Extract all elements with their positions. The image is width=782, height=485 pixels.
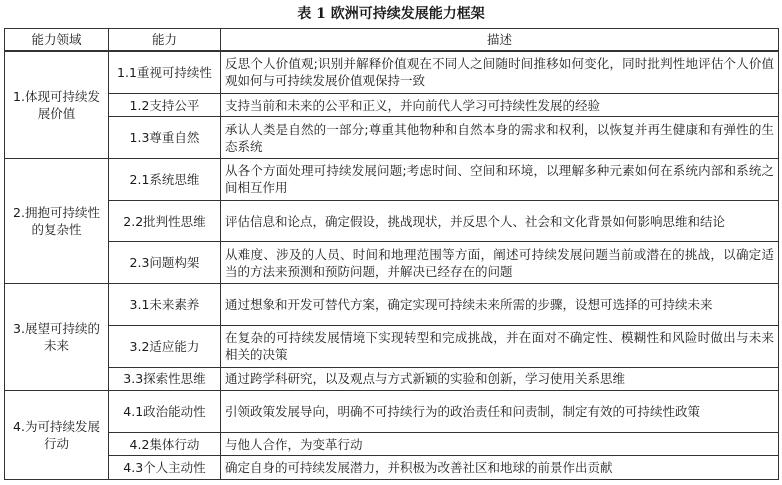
competence-cell: 2.1系统思维 xyxy=(109,159,221,201)
competence-cell: 4.1政治能动性 xyxy=(109,391,221,433)
description-cell: 从各个方面处理可持续发展问题;考虑时间、空间和环境，以理解多种元素如何在系统内部和系统之间相互作用 xyxy=(221,159,779,201)
header-description: 描述 xyxy=(221,29,779,52)
description-cell: 评估信息和论点，确定假设，挑战现状，并反思个人、社会和文化背景如何影响思维和结论 xyxy=(221,200,779,242)
description-cell: 在复杂的可持续发展情境下实现转型和完成挑战，并在面对不确定性、模糊性和风险时做出与未来相关的决策 xyxy=(221,325,779,367)
competence-cell: 3.3探索性思维 xyxy=(109,367,221,391)
competence-framework-table xyxy=(4,28,779,480)
description-cell: 与他人合作，为变革行动 xyxy=(221,432,779,456)
description-cell: 支持当前和未来的公平和正义，并向前代人学习可持续性发展的经验 xyxy=(221,93,779,117)
competence-cell: 2.3问题构架 xyxy=(109,242,221,284)
table-row xyxy=(5,367,779,391)
domain-cell: 2.拥抱可持续性的复杂性 xyxy=(5,159,109,284)
description-cell: 反思个人价值观;识别并解释价值观在不同人之间随时间推移如何变化，同时批判性地评估个人价值观如何与可持续发展价值观保持一致 xyxy=(221,51,779,93)
description-cell: 承认人类是自然的一部分;尊重其他物种和自然本身的需求和权利，以恢复并再生健康和有弹性的生态系统 xyxy=(221,117,779,159)
competence-cell: 3.2适应能力 xyxy=(109,325,221,367)
competence-cell: 1.1重视可持续性 xyxy=(109,51,221,93)
table-row xyxy=(5,456,779,480)
table-row xyxy=(5,51,779,93)
table-row xyxy=(5,242,779,284)
competence-cell: 3.1未来素养 xyxy=(109,284,221,326)
description-cell: 引领政策发展导向，明确不可持续行为的政治责任和问责制，制定有效的可持续性政策 xyxy=(221,391,779,433)
header-row xyxy=(5,29,779,52)
table-title: 表 1 欧洲可持续发展能力框架 xyxy=(297,6,485,22)
description-cell: 通过跨学科研究，以及观点与方式新颖的实验和创新，学习使用关系思维 xyxy=(221,367,779,391)
domain-cell: 3.展望可持续的未来 xyxy=(5,284,109,391)
domain-cell: 4.为可持续发展行动 xyxy=(5,391,109,480)
description-cell: 从难度、涉及的人员、时间和地理范围等方面，阐述可持续发展问题当前或潜在的挑战，以确定适当的方法来预测和预防问题，并解决已经存在的问题 xyxy=(221,242,779,284)
header-domain: 能力领域 xyxy=(5,29,109,52)
table-row xyxy=(5,117,779,159)
competence-cell: 2.2批判性思维 xyxy=(109,200,221,242)
table-row xyxy=(5,159,779,201)
description-cell: 通过想象和开发可替代方案，确定实现可持续未来所需的步骤，设想可选择的可持续未来 xyxy=(221,284,779,326)
table-row xyxy=(5,200,779,242)
competence-cell: 4.3个人主动性 xyxy=(109,456,221,480)
competence-cell: 4.2集体行动 xyxy=(109,432,221,456)
table-row xyxy=(5,391,779,433)
header-competence: 能力 xyxy=(109,29,221,52)
competence-cell: 1.2支持公平 xyxy=(109,93,221,117)
table-row xyxy=(5,284,779,326)
table-row xyxy=(5,93,779,117)
description-cell: 确定自身的可持续发展潜力，并积极为改善社区和地球的前景作出贡献 xyxy=(221,456,779,480)
table-row xyxy=(5,432,779,456)
competence-cell: 1.3尊重自然 xyxy=(109,117,221,159)
table-row xyxy=(5,325,779,367)
domain-cell: 1.体现可持续发展价值 xyxy=(5,51,109,159)
